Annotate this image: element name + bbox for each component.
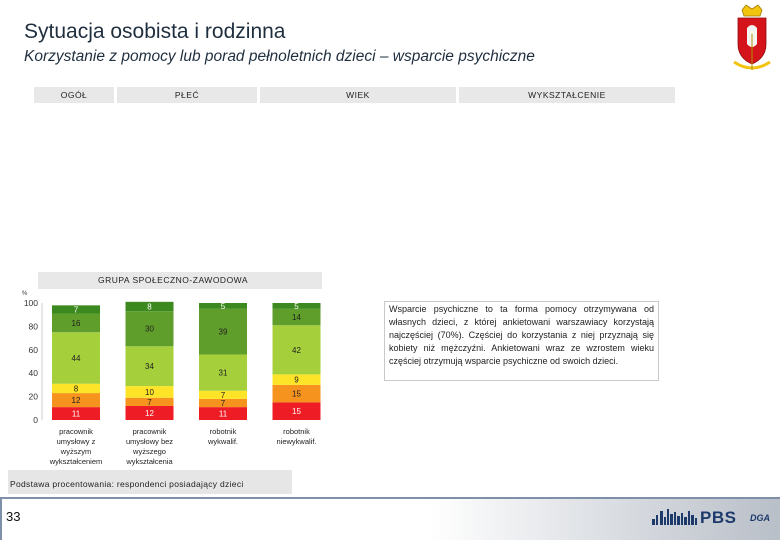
data-label: 15 <box>292 389 301 399</box>
data-label: 7 <box>147 397 152 407</box>
header-wyksztalcenie: WYKSZTAŁCENIE <box>459 87 675 103</box>
header-grupa: GRUPA SPOŁECZNO-ZAWODOWA <box>38 272 322 289</box>
y-unit-label: % <box>22 291 28 297</box>
category-label: pracownik <box>132 427 167 436</box>
y-tick-label: 60 <box>28 344 38 355</box>
header-plec: PŁEĆ <box>117 87 257 103</box>
data-label: 12 <box>71 396 81 406</box>
data-label: 30 <box>145 324 154 334</box>
page-subtitle: Korzystanie z pomocy lub porad pełnoletnich dzieci – wsparcie psychiczne <box>24 48 535 65</box>
footer-bar <box>0 497 780 540</box>
category-label: wykwalif. <box>207 437 239 446</box>
header-wiek: WIEK <box>260 87 456 103</box>
category-label: robotnik <box>209 427 237 436</box>
data-label: 14 <box>292 313 301 323</box>
data-label: 5 <box>294 301 299 311</box>
data-label: 9 <box>294 375 299 385</box>
data-label: 7 <box>220 390 226 400</box>
data-label: 31 <box>218 368 228 378</box>
y-tick-label: 20 <box>28 391 38 402</box>
header-ogol: OGÓŁ <box>34 87 114 103</box>
data-label: 11 <box>71 409 81 419</box>
data-label: 8 <box>73 384 79 394</box>
category-label: wyższego <box>133 447 166 456</box>
category-label: wykształceniem <box>49 457 103 466</box>
page-number: 33 <box>6 509 21 524</box>
data-label: 16 <box>71 318 81 328</box>
data-label: 44 <box>71 353 81 363</box>
y-tick-label: 100 <box>23 298 38 308</box>
data-label: 7 <box>73 305 79 315</box>
data-label: 7 <box>220 399 226 409</box>
y-tick-label: 80 <box>28 321 38 332</box>
data-label: 11 <box>218 409 228 419</box>
y-tick-label: 40 <box>28 368 38 379</box>
category-label: wyższym <box>60 447 92 456</box>
description-box: Wsparcie psychiczne to ta forma pomocy otrzymywana od własnych dzieci, z której ankietowani warszawiacy korzystają najczęściej (70%). Częściej do korzystania z niej przyznają się kobiety niż mężczyźni. Ankietowani wraz ze wzrostem wieku częściej otrzymują wsparcie psychiczne od swoich dzieci. <box>384 301 659 381</box>
category-label: niewykwalif. <box>276 437 317 446</box>
stacked-bar-chart <box>0 290 360 472</box>
category-label: wykształcenia <box>126 457 173 466</box>
dga-logo: DGA <box>750 513 770 523</box>
category-label: pracownik <box>59 427 93 436</box>
data-label: 15 <box>292 407 301 417</box>
data-label: 34 <box>145 362 154 372</box>
pbs-logo: PBS <box>700 508 737 527</box>
category-label: robotnik <box>283 427 310 436</box>
category-label: umysłowy z <box>56 437 96 446</box>
data-label: 5 <box>220 301 226 311</box>
data-label: 10 <box>145 387 154 397</box>
category-label: umysłowy bez <box>125 437 174 446</box>
data-label: 8 <box>147 302 152 312</box>
basis-note: Podstawa procentowania: respondenci posiadający dzieci <box>8 470 292 494</box>
data-label: 42 <box>292 345 301 355</box>
warsaw-crest-icon <box>730 4 774 76</box>
data-label: 39 <box>218 327 228 337</box>
page-title: Sytuacja osobista i rodzinna <box>24 20 286 43</box>
y-tick-label: 0 <box>33 415 38 425</box>
data-label: 12 <box>145 408 154 418</box>
